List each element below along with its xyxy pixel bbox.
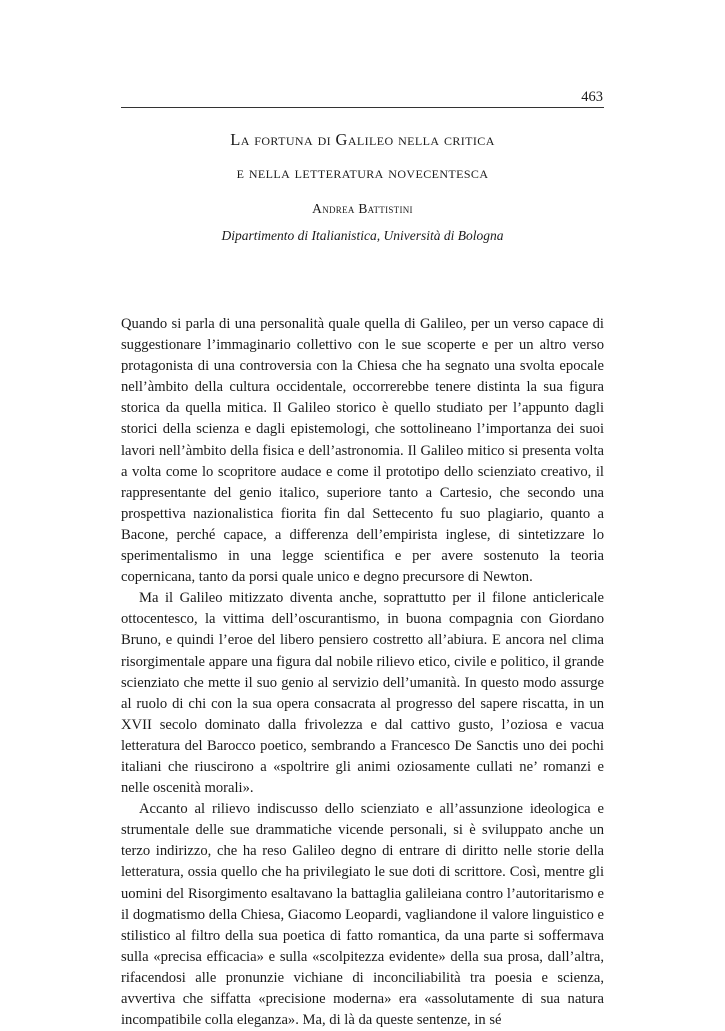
article-title-line-1: La fortuna di Galileo nella critica [230,130,495,149]
article-title-line-2: e nella letteratura novecentesca [236,163,489,182]
body-paragraph-1: Quando si parla di una personalità quale quella di Galileo, per un verso capace di suggestionare l’immaginario collettivo con le sue scoperte e per un altro verso protagonista di una controversia con la Chiesa che ha segnato una svolta epocale nell’àmbito della cultura occidentale, occorrerebbe tenere distinta la sua figura storica da quella mitica. Il Galileo storico è quello studiato per l’appunto dagli storici della scienza e dagli epistemologi, che sottolineano l’importanza dei suoi lavori nell’àmbito della fisica e dell’astronomia. Il Galileo mitico si presenta volta a volta come lo scopritore audace e come il prototipo dello scienziato creativo, il rappresentante del genio italico, superiore tanto a Cartesio, che secondo una prospettiva nazionalistica fiorita fin dal Settecento fu suo plagiario, quanto a Bacone, perché capace, a differenza dell’empirista inglese, di sintetizzare lo sperimentalismo in una legge scientifica e per avere sostenuto la teoria copernicana, tanto da porsi quale unico e degno precursore di Newton. [121,316,604,586]
author-affiliation: Dipartimento di Italianistica, Università di Bologna [221,228,504,243]
author-name: Andrea Battistini [312,201,413,216]
body-paragraph-3: Accanto al rilievo indiscusso dello scienziato e all’assunzione ideologica e strumentale delle sue drammatiche vicende personali, si è sviluppato anche un terzo indirizzo, che ha reso Galileo degno di entrare di diritto nelle storie della letteratura, ossia quello che ha privilegiato le sue doti di scrittore. Così, mentre gli uomini del Risorgimento esaltavano la battaglia galileiana contro l’autoritarismo e il dogmatismo della Chiesa, Giacomo Leopardi, vagliandone il valore linguistico e stilistico al filtro della sua poetica di fatto romantica, da una parte si soffermava sulla «precisa efficacia» e sulla «scolpitezza evidente» della sua prosa, dall’altra, rifacendosi alle pronunzie vichiane di inconciliabilità tra poesia e scienza, avvertiva che siffatta «precisione moderna» era «assolutamente di sua natura incompatibile colla eleganza». Ma, di là da queste sentenze, in sé [121,801,604,1029]
page-number: 463 [581,89,603,105]
body-paragraph-2: Ma il Galileo mitizzato diventa anche, soprattutto per il filone anticlericale ottocentesco, la vittima dell’oscurantismo, in buona compagnia con Giordano Bruno, e quindi l’eroe del libero pensiero costretto all’abiura. E ancora nel clima risorgimentale appare una figura dal nobile rilievo etico, civile e politico, il grande scienziato che mette il suo genio al servizio dell’umanità. In questo modo assurge al ruolo di chi con la sua opera consacrata al progresso del sapere riscatta, in un XVII secolo dominato dalla frivolezza e dal cattivo gusto, l’oziosa e vacua letteratura del Barocco poetico, sembrando a Francesco De Sanctis uno dei pochi italiani che riuscirono a «spoltrire gli animi oziosamente cullati ne’ romanzi e nelle oscenità morali». [121,590,604,797]
header-rule [121,107,604,108]
article-body [121,314,604,1031]
